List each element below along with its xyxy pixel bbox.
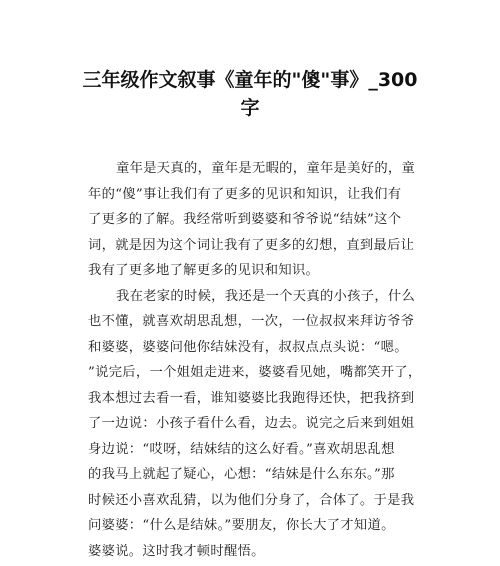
paragraph-line: ”说完后，一个姐姐走进来，婆婆看见她，嘴都笑开了， bbox=[88, 365, 422, 380]
title-line-2: 字 bbox=[240, 97, 260, 119]
paragraph-line: 的我马上就起了疑心，心想：“结妹是什么东东。”那 bbox=[88, 467, 395, 482]
paragraph-line: 我有了更多地了解更多的见识和知识。 bbox=[88, 263, 320, 278]
paragraph-line: 我在老家的时候，我还是一个天真的小孩子，什么 bbox=[116, 288, 416, 304]
document-title bbox=[60, 66, 440, 122]
paragraph-line: 也不懂，就喜欢胡思乱想，一次，一位叔叔来拜访爷爷 bbox=[88, 314, 415, 329]
paragraph-line: 身边说：“哎呀，结妹结的这么好看。”喜欢胡思乱想 bbox=[88, 441, 395, 457]
paragraph-line: 婆婆说。这时我才顿时醒悟。 bbox=[88, 543, 265, 559]
paragraph-line: 时候还小喜欢乱猜，以为他们分身了，合体了。于是我 bbox=[88, 492, 415, 508]
paragraph-line: 童年是天真的，童年是无暇的，童年是美好的，童 bbox=[116, 161, 416, 176]
paragraph-line: 了一边说：小孩子看什么看，边去。说完之后来到姐姐 bbox=[88, 416, 415, 431]
document-body bbox=[88, 156, 422, 564]
title-line-1: 三年级作文叙事《童年的"傻"事》_300 bbox=[82, 69, 418, 91]
paragraph-line: 问婆婆：“什么是结妹。”要朋友，你长大了才知道。 bbox=[88, 518, 395, 533]
paragraph-line: 了更多的了解。我经常听到婆婆和爷爷说“结妹”这个 bbox=[88, 212, 402, 227]
paragraph-line: 我本想过去看一看，谁知婆婆比我跑得还快，把我挤到 bbox=[88, 390, 415, 406]
paragraph-line: 和婆婆，婆婆问他你结妹没有，叔叔点点头说：“嗯。 bbox=[88, 339, 408, 355]
paragraph-line: 词，就是因为这个词让我有了更多的幻想，直到最后让 bbox=[88, 237, 415, 253]
paragraph-line: 年的“傻”事让我们有了更多的见识和知识，让我们有 bbox=[88, 186, 402, 202]
